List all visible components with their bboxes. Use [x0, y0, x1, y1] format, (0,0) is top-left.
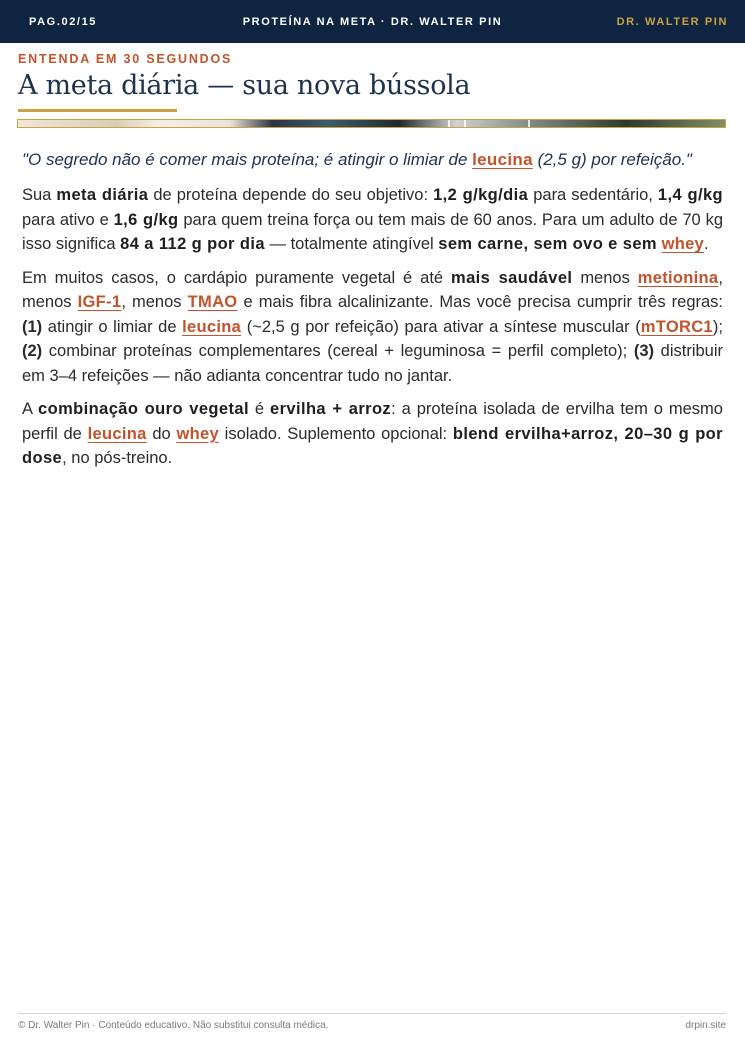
footer-site-link[interactable]: drpin.site — [685, 1020, 726, 1031]
main-content — [22, 147, 723, 480]
paragraph-daily-goal — [22, 183, 723, 257]
bold-phrase: blend ervilha+arroz, 20–30 g por dose — [22, 424, 723, 467]
paragraph-text: (~2,5 g por refeição) para ativar a síntese muscular ( — [241, 317, 641, 336]
rule-number: (3) — [633, 342, 655, 360]
bold-value: 1,4 g/kg — [657, 186, 724, 204]
paragraph-text: , menos — [22, 268, 723, 311]
keyword-link-leucina[interactable]: leucina — [87, 424, 147, 443]
paragraph-text: é — [248, 400, 271, 418]
paragraph-text: — totalmente atingível — [264, 235, 439, 253]
footer-copyright: © Dr. Walter Pin · Conteúdo educativo. Não substitui consulta médica. — [18, 1020, 329, 1031]
paragraph-text: , menos — [121, 293, 188, 311]
document-title: PROTEÍNA NA META · DR. WALTER PIN — [242, 16, 503, 28]
bold-value: 1,6 g/kg — [113, 210, 179, 229]
keyword-link-whey[interactable]: whey — [661, 235, 705, 253]
paragraph-text: : a proteína isolada de ervilha tem o mesmo perfil de — [22, 400, 723, 443]
bold-value: 1,2 g/kg/dia — [433, 186, 529, 204]
keyword-link-mtorc1[interactable]: mTORC1 — [640, 317, 713, 336]
page-number: PAG.02/15 — [29, 16, 98, 28]
rule-number: (2) — [22, 342, 43, 360]
bold-phrase: combinação ouro vegetal — [38, 400, 249, 418]
section-kicker: ENTENDA EM 30 SEGUNDOS — [18, 52, 233, 66]
keyword-link-igf1[interactable]: IGF-1 — [77, 293, 122, 311]
paragraph-text: de proteína depende do seu objetivo: — [148, 186, 434, 204]
top-bar — [0, 0, 745, 43]
keyword-link-leucina[interactable]: leucina — [472, 150, 533, 169]
paragraph-three-rules — [22, 266, 723, 389]
bold-phrase: mais saudável — [451, 268, 573, 287]
quote-text: "O segredo não é comer mais proteína; é atingir o limiar de — [22, 150, 473, 169]
paragraph-text: Em muitos casos, o cardápio puramente vegetal é até — [22, 268, 452, 287]
bold-value: 84 a 112 g por dia — [120, 235, 265, 253]
paragraph-text: ); — [712, 317, 723, 336]
paragraph-text: do — [146, 424, 177, 443]
bold-phrase: sem carne, sem ovo e sem — [438, 235, 657, 253]
paragraph-text: distribuir em 3–4 refeições — não adianta concentrar tudo no jantar. — [22, 342, 723, 385]
paragraph-text: . — [704, 235, 709, 253]
photo-detail — [448, 120, 456, 128]
paragraph-text: para quem treina força ou tem mais de 60 anos. Para um adulto de 70 kg isso significa — [22, 210, 723, 253]
paragraph-text: Sua — [22, 186, 57, 204]
bold-phrase: meta diária — [56, 186, 149, 204]
paragraph-text: A — [22, 400, 39, 418]
keyword-link-whey[interactable]: whey — [176, 424, 219, 443]
bold-phrase: ervilha + arroz — [270, 400, 392, 418]
paragraph-text: para ativo e — [22, 210, 114, 229]
paragraph-text: isolado. Suplemento opcional: — [218, 424, 453, 443]
photo-detail — [464, 120, 472, 128]
paragraph-golden-combination — [22, 397, 723, 471]
author-name: DR. WALTER PIN — [616, 16, 728, 28]
quote-text: (2,5 g) por refeição." — [532, 150, 692, 169]
footer-divider — [18, 1013, 726, 1014]
paragraph-text: e mais fibra alcalinizante. Mas você precisa cumprir três regras: — [237, 293, 724, 311]
keyword-link-tmao[interactable]: TMAO — [187, 293, 238, 311]
paragraph-text: atingir o limiar de — [42, 317, 183, 336]
paragraph-text: para sedentário, — [528, 186, 658, 204]
rule-number: (1) — [22, 317, 43, 336]
paragraph-text: , no pós-treino. — [62, 449, 173, 467]
keyword-link-metionina[interactable]: metionina — [637, 268, 719, 287]
keyword-link-leucina[interactable]: leucina — [182, 317, 242, 336]
title-underline — [18, 109, 177, 112]
header-photo-strip — [17, 119, 726, 128]
page-title: A meta diária — sua nova bússola — [18, 70, 471, 101]
pull-quote — [22, 147, 723, 173]
photo-detail — [528, 120, 536, 128]
paragraph-text: combinar proteínas complementares (cereal + leguminosa = perfil completo); — [42, 342, 634, 360]
paragraph-text: menos — [572, 268, 638, 287]
